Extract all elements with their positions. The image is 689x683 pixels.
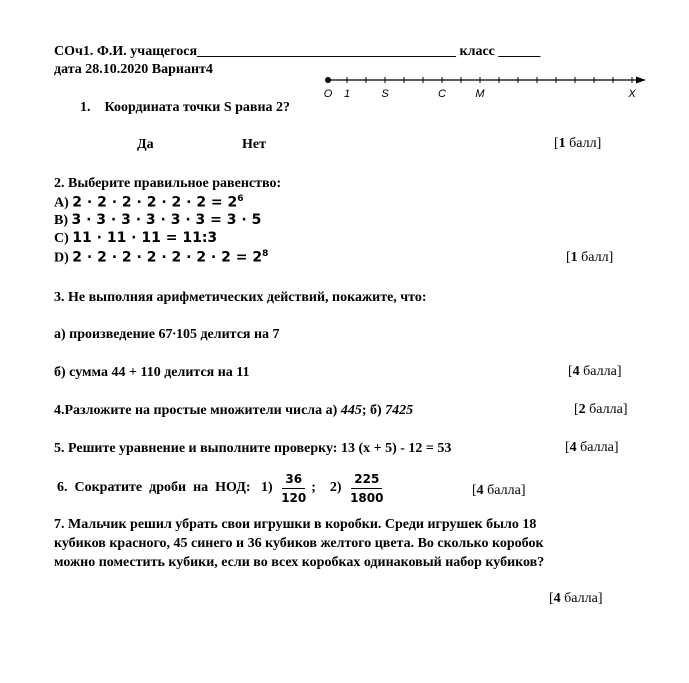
q1-option-no[interactable]: Нет (242, 137, 266, 152)
q5-text: 5. Решите уравнение и выполните проверку: 13 (х + 5) - 12 = 53 (54, 441, 452, 456)
q2-option-c-expr: 11 ∙ 11 ∙ 11 = 11:3 (72, 230, 218, 246)
q1-score-unit: балл] (565, 136, 602, 151)
q2-score-points: 1 (570, 250, 578, 265)
q2-option-b-expr: 3 ∙ 3 ∙ 3 ∙ 3 ∙ 3 ∙ 3 = 3 ∙ 5 (71, 212, 262, 228)
q6-fraction-2-den: 1800 (350, 490, 384, 505)
q1-text (80, 100, 290, 116)
variant-label: Вариант4 (151, 62, 213, 77)
q7-line-1: 7. Мальчик решил убрать свои игрушки в коробки. Среди игрушек было 18 (54, 517, 537, 532)
q2-option-c-label: C) (54, 231, 73, 246)
q2-option-a-sup: 6 (237, 194, 244, 204)
q5-score: [4 балла] (565, 440, 619, 455)
q3-score-points: 4 (572, 364, 580, 379)
q4-number-a: 445 (340, 403, 362, 418)
arrow-right-icon (636, 77, 646, 84)
number-line (318, 70, 658, 102)
q6-text (57, 468, 388, 508)
q2-option-a (54, 194, 244, 212)
number-line-label: 1 (343, 88, 351, 100)
q1-option-yes[interactable]: Да (137, 137, 154, 152)
number-line-label: C (438, 88, 446, 100)
number-line-label: S (381, 88, 389, 100)
q1-score: [1 балл] (554, 136, 602, 151)
q3-score: [4 балла] (568, 364, 622, 379)
q7-score-points: 4 (553, 591, 561, 606)
q7-line-3: можно поместить кубики, если во всех коробках одинаковый набор кубиков? (54, 555, 545, 570)
q4-mid: ; б) (361, 403, 386, 418)
q6-fraction-2-num: 225 (351, 472, 382, 489)
q5-score-points: 4 (569, 440, 577, 455)
q2-option-d (54, 249, 268, 267)
q6-score-unit: балла] (483, 483, 526, 498)
q3-title: 3. Не выполняя арифметических действий, покажите, что: (54, 290, 427, 305)
q3-score-unit: балла] (579, 364, 622, 379)
q6-prompt: 6. Сократите дроби на НОД: 1) (57, 480, 277, 495)
q7-line-2: кубиков красного, 45 синего и 36 кубиков желтого цвета. Во сколько коробок (54, 536, 544, 551)
q2-option-b (54, 212, 261, 229)
q2-option-d-sup: 8 (262, 249, 269, 259)
q1-number: 1. (80, 100, 91, 115)
q3-part-a: а) произведение 67∙105 делится на 7 (54, 327, 280, 342)
q6-fraction-1-den: 120 (281, 490, 307, 505)
date-line (54, 62, 213, 78)
date-value: 28.10.2020 (85, 62, 149, 77)
q6-fraction-1-num: 36 (282, 472, 305, 489)
q2-title: 2. Выберите правильное равенство: (54, 176, 282, 191)
q2-option-a-expr: 2 ∙ 2 ∙ 2 ∙ 2 ∙ 2 ∙ 2 = 2 (72, 194, 238, 211)
date-label: дата (54, 62, 82, 77)
q2-score-unit: балл] (577, 250, 614, 265)
q6-fraction-1 (278, 472, 309, 505)
q2-option-d-expr: 2 ∙ 2 ∙ 2 ∙ 2 ∙ 2 ∙ 2 ∙ 2 = 2 (72, 249, 263, 266)
q4-score-unit: балла] (585, 402, 628, 417)
q3-part-b: б) сумма 44 + 110 делится на 11 (54, 365, 250, 380)
number-line-label: M (475, 88, 485, 100)
q7-score: [4 балла] (549, 591, 603, 606)
q4-score: [2 балла] (574, 402, 628, 417)
q6-score: [4 балла] (472, 483, 526, 498)
q1-question: Координата точки S равна 2? (104, 100, 291, 115)
q2-option-b-label: B) (54, 213, 72, 228)
q2-option-a-label: A) (54, 195, 73, 211)
header-line: СОч1. Ф.И. учащегося_____________________________________ класс ______ (54, 44, 541, 59)
q6-sep: ; 2) (311, 480, 346, 495)
q4-text (54, 403, 413, 419)
q4-score-points: 2 (578, 402, 586, 417)
number-line-label: X (628, 88, 636, 100)
q2-option-c (54, 230, 217, 247)
q2-score: [1 балл] (566, 250, 614, 265)
q4-prompt: 4.Разложите на простые множители числа а) (54, 403, 341, 418)
q4-number-b: 7425 (385, 403, 414, 418)
q2-option-d-label: D) (54, 250, 73, 266)
q7-score-unit: балла] (560, 591, 603, 606)
q5-score-unit: балла] (576, 440, 619, 455)
q1-score-points: 1 (558, 136, 566, 151)
q6-fraction-2 (347, 472, 386, 505)
number-line-label: O (323, 88, 333, 100)
q6-score-points: 4 (476, 483, 484, 498)
